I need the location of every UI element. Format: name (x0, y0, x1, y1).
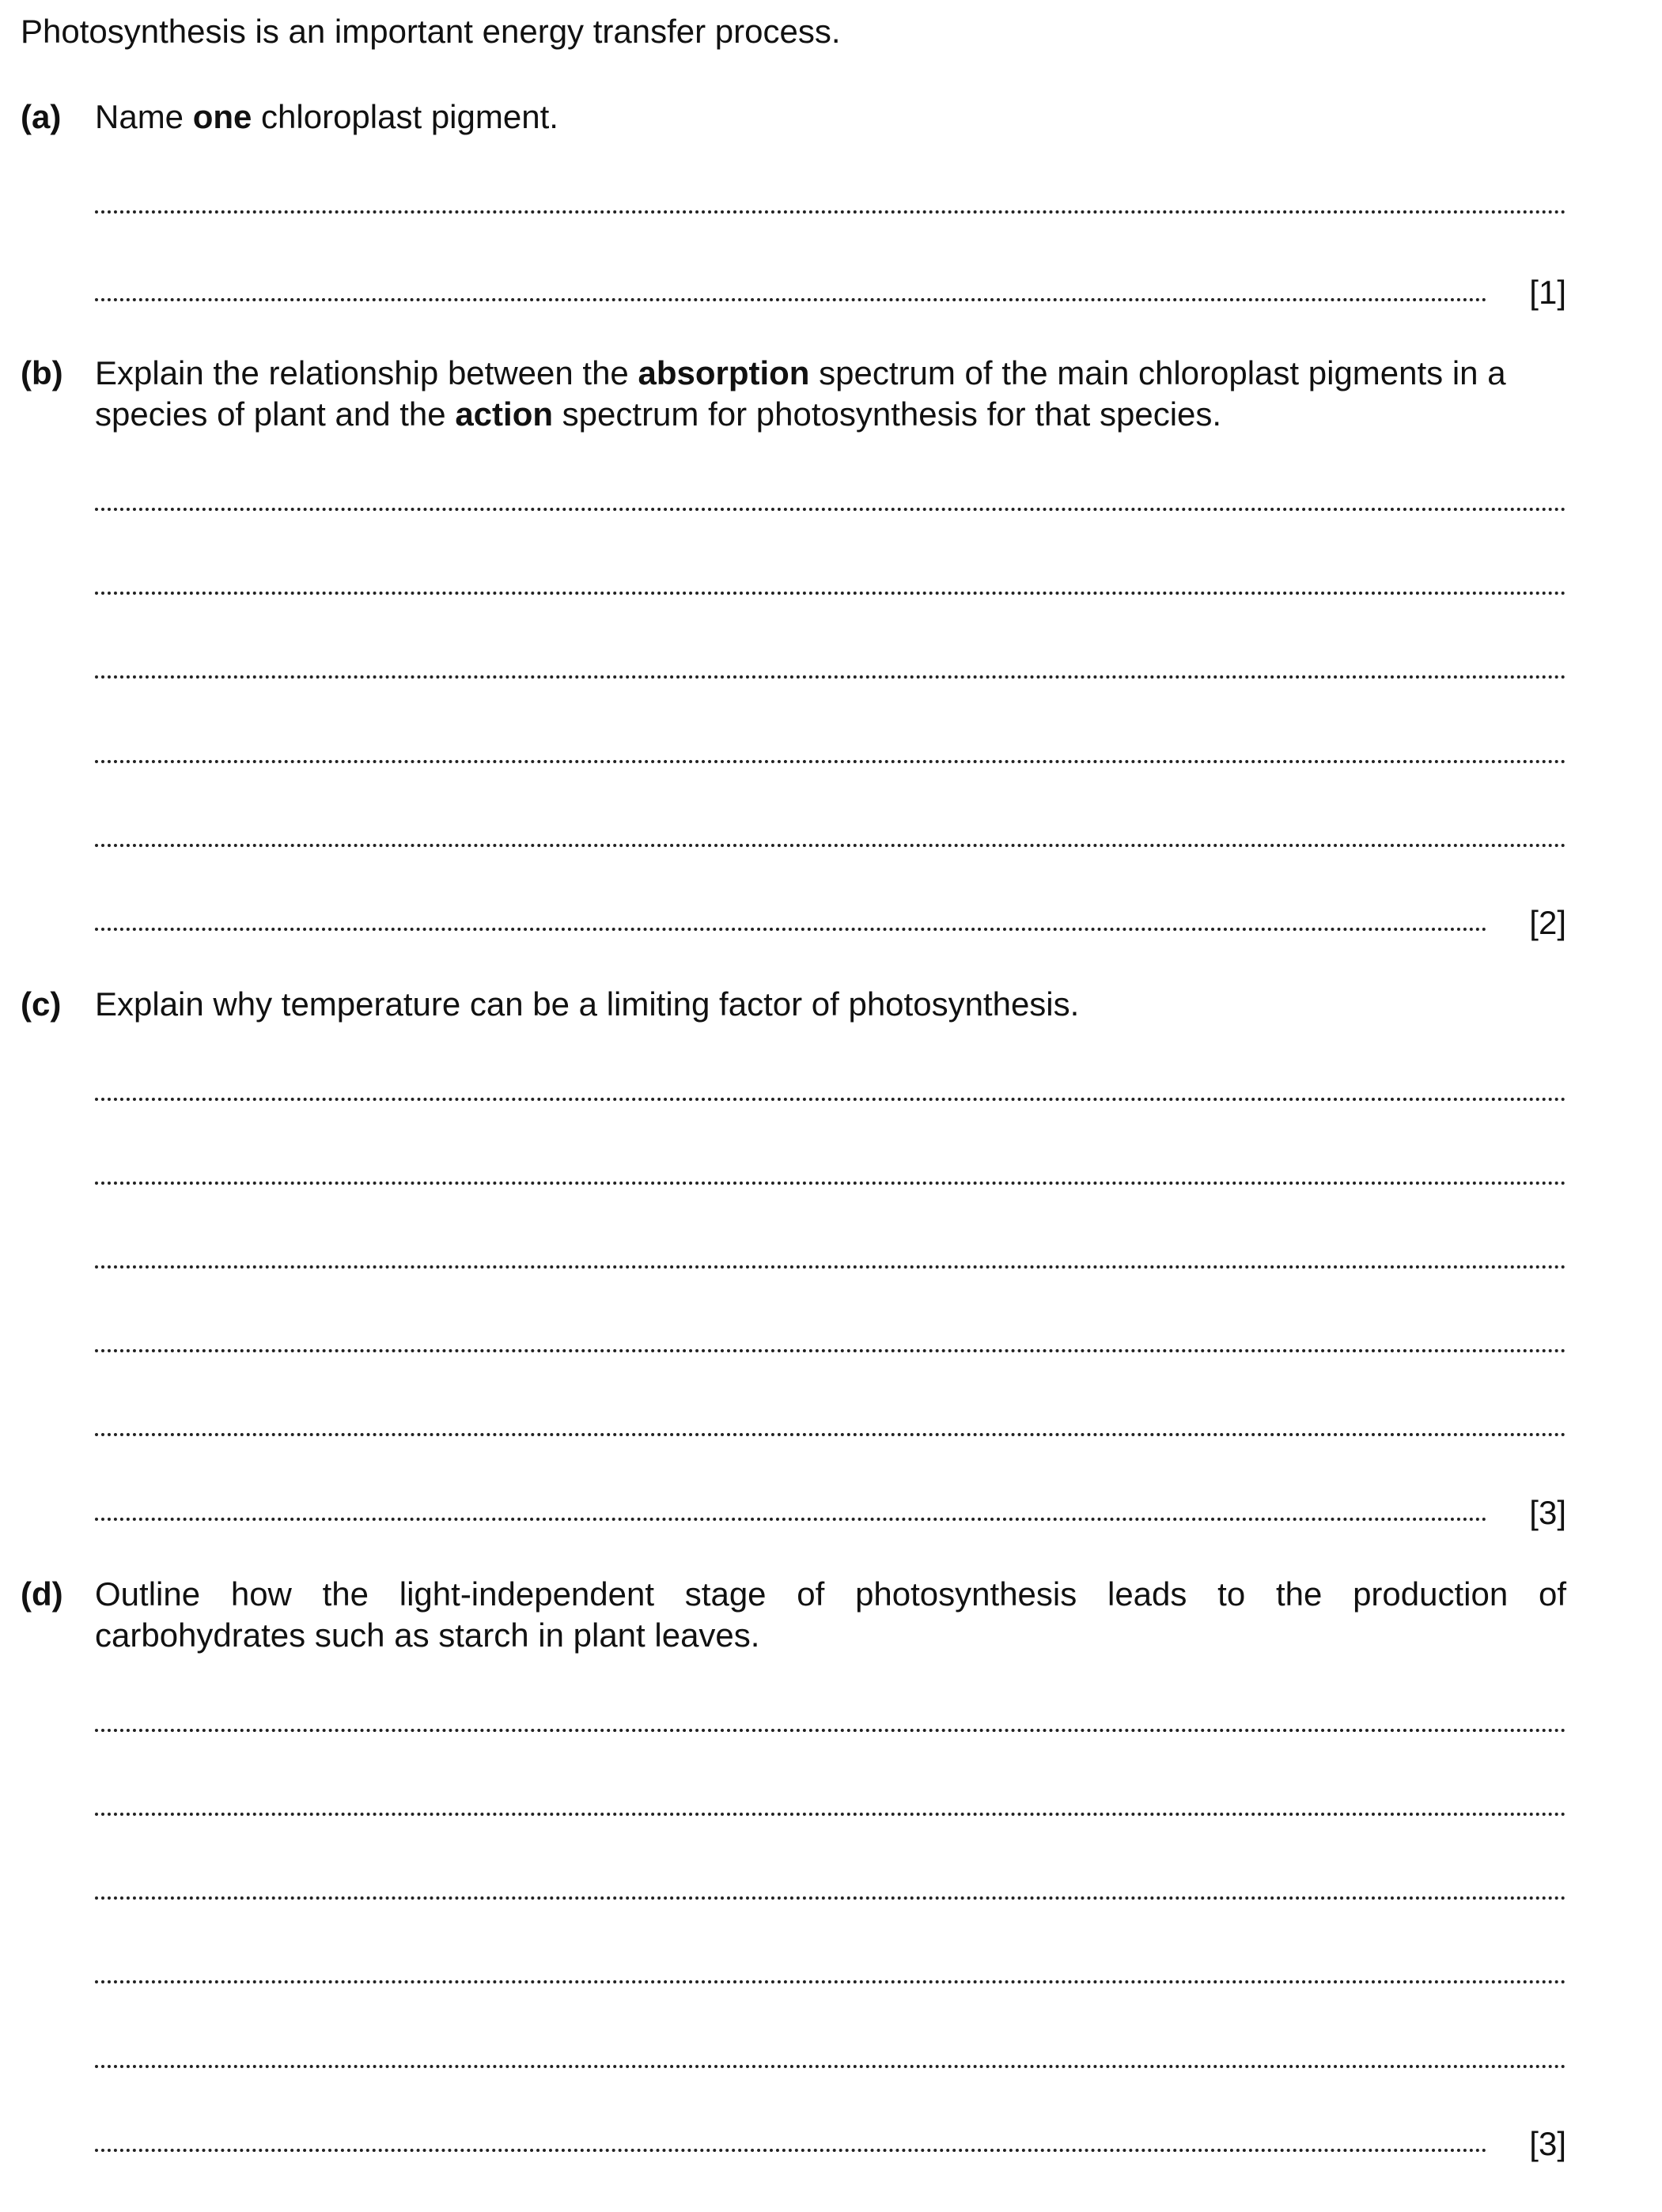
part-b-bold-1: absorption (638, 354, 810, 391)
part-a-label: (a) (21, 98, 62, 135)
part-b-label: (b) (21, 354, 63, 391)
answer-line[interactable] (95, 1518, 1487, 1521)
part-d-line-1: Outline how the light-independent stage of photosynthesis leads to the production of (95, 1575, 1566, 1613)
part-c-marks: [3] (1529, 1494, 1566, 1531)
part-b-text-2: spectrum of the main chloroplast pigments in a species of plant and the (95, 354, 1506, 433)
answer-line[interactable] (95, 210, 1566, 214)
answer-line[interactable] (95, 1896, 1566, 1900)
answer-line[interactable] (95, 508, 1566, 511)
answer-line[interactable] (95, 298, 1487, 301)
part-d-marks: [3] (1529, 2125, 1566, 2162)
part-b-text-1: Explain the relationship between the (95, 354, 638, 391)
answer-line[interactable] (95, 928, 1487, 931)
part-c-label: (c) (21, 985, 62, 1023)
part-a-marks: [1] (1529, 274, 1566, 311)
part-c-question: Explain why temperature can be a limiting factor of photosynthesis. (95, 985, 1080, 1023)
answer-line[interactable] (95, 1729, 1566, 1732)
part-d-line-2: carbohydrates such as starch in plant leaves. (95, 1616, 760, 1654)
answer-line[interactable] (95, 1098, 1566, 1101)
answer-line[interactable] (95, 844, 1566, 847)
part-a-bold-1: one (192, 98, 252, 135)
part-d-label: (d) (21, 1575, 63, 1613)
answer-line[interactable] (95, 1433, 1566, 1436)
answer-line[interactable] (95, 1265, 1566, 1269)
part-d-question (95, 1574, 1566, 1656)
answer-line[interactable] (95, 1980, 1566, 1983)
answer-line[interactable] (95, 592, 1566, 595)
answer-line[interactable] (95, 1182, 1566, 1185)
answer-line[interactable] (95, 675, 1566, 679)
answer-line[interactable] (95, 1813, 1566, 1816)
part-b-marks: [2] (1529, 904, 1566, 941)
part-b-text-3: spectrum for photosynthesis for that species. (553, 395, 1222, 433)
question-intro: Photosynthesis is an important energy transfer process. (21, 13, 841, 50)
answer-line[interactable] (95, 760, 1566, 763)
answer-line[interactable] (95, 2065, 1566, 2068)
answer-line[interactable] (95, 1349, 1566, 1352)
part-b-question (95, 353, 1566, 435)
answer-line[interactable] (95, 2149, 1487, 2152)
part-a-text-2: chloroplast pigment. (252, 98, 558, 135)
part-a-text-1: Name (95, 98, 193, 135)
part-b-bold-2: action (455, 395, 554, 433)
part-a-question (95, 96, 1566, 138)
